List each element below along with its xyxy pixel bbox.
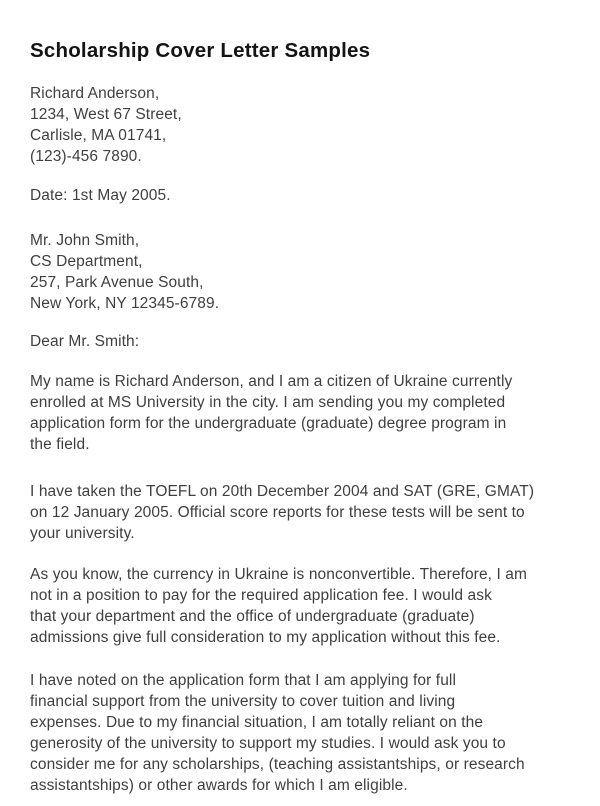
sender-address-line: (123)-456 7890. xyxy=(30,148,142,165)
paragraph-line: consider me for any scholarships, (teaching assistantships, or research xyxy=(30,756,525,773)
paragraph-line: enrolled at MS University in the city. I am sending you my completed xyxy=(30,394,506,411)
body-paragraph xyxy=(30,481,572,544)
paragraph-line: assistantships) or other awards for which I am eligible. xyxy=(30,777,408,794)
paragraph-line: financial support from the university to cover tuition and living xyxy=(30,693,456,710)
sender-address-line: Richard Anderson, xyxy=(30,85,160,102)
body-paragraph xyxy=(30,371,572,455)
body-paragraph xyxy=(30,564,572,648)
paragraph-line: application form for the undergraduate (graduate) degree program in xyxy=(30,415,507,432)
paragraph-line: not in a position to pay for the required application fee. I would ask xyxy=(30,587,492,604)
paragraph-line: expenses. Due to my financial situation, I am totally reliant on the xyxy=(30,714,484,731)
paragraph-line: admissions give full consideration to my application without this fee. xyxy=(30,629,501,646)
recipient-address-line: CS Department, xyxy=(30,253,143,270)
recipient-address-line: New York, NY 12345-6789. xyxy=(30,295,220,312)
body-paragraph xyxy=(30,670,572,796)
date-line: Date: 1st May 2005. xyxy=(30,187,171,204)
recipient-address-line: 257, Park Avenue South, xyxy=(30,274,204,291)
sender-address-line: 1234, West 67 Street, xyxy=(30,106,182,123)
paragraph-line: As you know, the currency in Ukraine is nonconvertible. Therefore, I am xyxy=(30,566,528,583)
paragraph-line: generosity of the university to support my studies. I would ask you to xyxy=(30,735,506,752)
paragraph-line: your university. xyxy=(30,525,135,542)
salutation-block xyxy=(30,331,572,352)
salutation: Dear Mr. Smith: xyxy=(30,333,140,350)
recipient-address-line: Mr. John Smith, xyxy=(30,232,140,249)
date-block xyxy=(30,185,572,206)
paragraph-line: that your department and the office of undergraduate (graduate) xyxy=(30,608,475,625)
page-title: Scholarship Cover Letter Samples xyxy=(30,39,371,62)
paragraph-line: I have taken the TOEFL on 20th December 2004 and SAT (GRE, GMAT) xyxy=(30,483,535,500)
sender-address-line: Carlisle, MA 01741, xyxy=(30,127,167,144)
sender-address-block xyxy=(30,83,572,167)
paragraph-line: My name is Richard Anderson, and I am a citizen of Ukraine currently xyxy=(30,373,513,390)
recipient-address-block xyxy=(30,230,572,314)
paragraph-line: on 12 January 2005. Official score reports for these tests will be sent to xyxy=(30,504,525,521)
paragraph-line: I have noted on the application form that I am applying for full xyxy=(30,672,457,689)
paragraph-line: the field. xyxy=(30,436,90,453)
